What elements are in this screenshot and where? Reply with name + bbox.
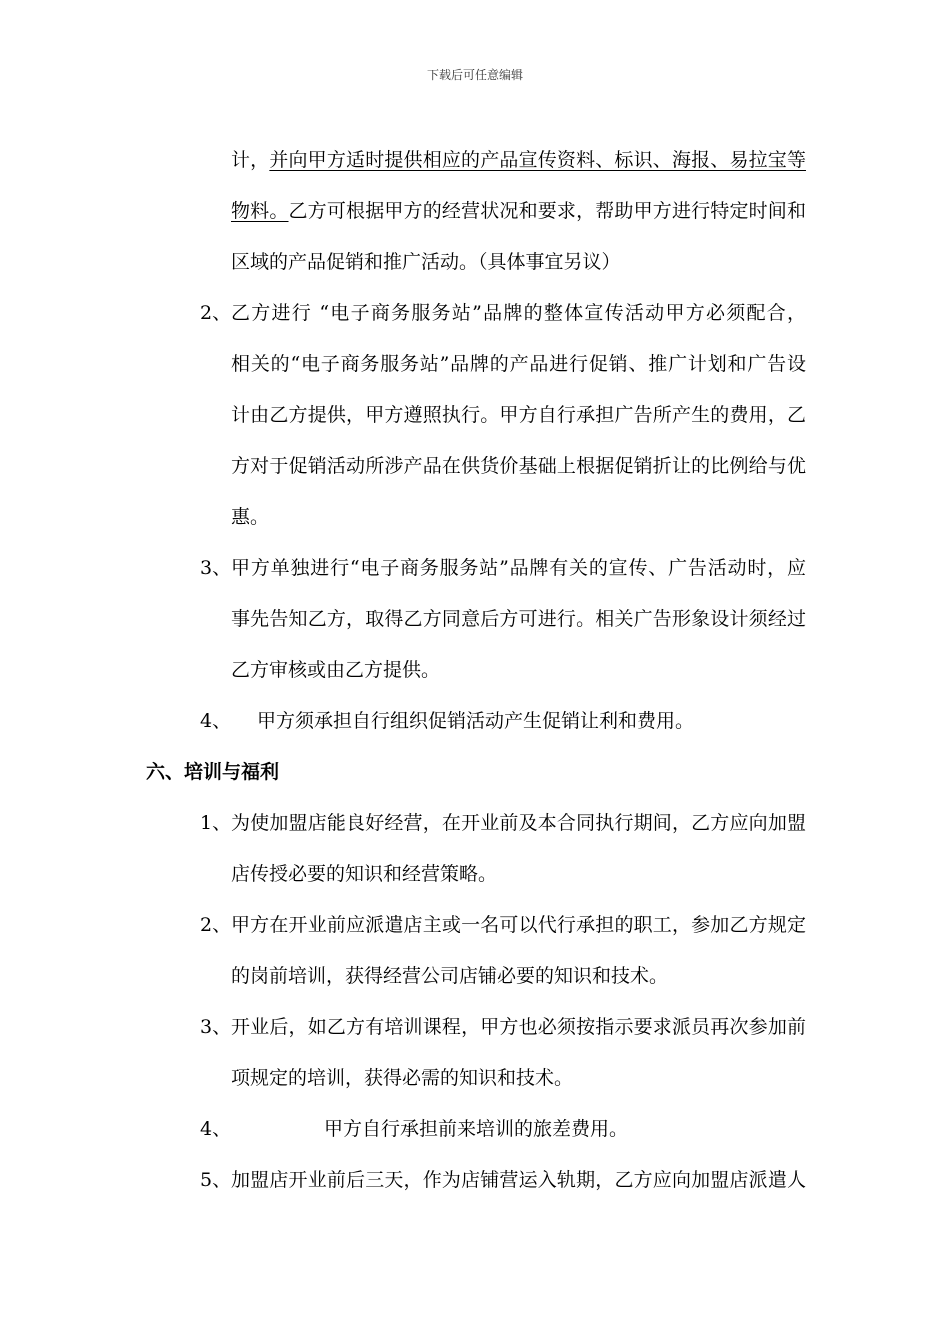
paragraph-line: 乙方审核或由乙方提供。 [231, 659, 441, 681]
paragraph-line [231, 148, 806, 172]
paragraph-line: 计由乙方提供，甲方遵照执行。甲方自行承担广告所产生的费用，乙 [231, 404, 806, 426]
paragraph-line: 甲方须承担自行组织促销活动产生促销让利和费用。 [257, 710, 695, 732]
paragraph-line: 乙方进行 “电子商务服务站”品牌的整体宣传活动甲方必须配合， [231, 302, 806, 324]
paragraph-line: 区域的产品促销和推广活动。（具体事宜另议） [231, 251, 621, 273]
item-number: 4、 [200, 710, 232, 732]
paragraph-line: 甲方自行承担前来培训的旅差费用。 [324, 1118, 629, 1140]
section-heading: 六、培训与福利 [146, 761, 280, 783]
item-number: 5、 [200, 1169, 232, 1191]
item-number: 1、 [200, 812, 232, 834]
page-header-note: 下载后可任意编辑 [426, 68, 523, 82]
paragraph-line: 为使加盟店能良好经营，在开业前及本合同执行期间，乙方应向加盟 [231, 812, 806, 834]
paragraph-line: 惠。 [231, 506, 270, 528]
item-number: 2、 [200, 302, 232, 324]
paragraph-line: 事先告知乙方，取得乙方同意后方可进行。相关广告形象设计须经过 [231, 608, 806, 630]
underlined-text: 并向甲方适时提供相应的产品宣传资料、标识、海报、易拉宝等 [269, 149, 806, 171]
paragraph-line: 的岗前培训，获得经营公司店铺必要的知识和技术。 [231, 965, 669, 987]
paragraph-line [231, 199, 806, 223]
item-number: 4、 [200, 1118, 232, 1140]
paragraph-line: 开业后，如乙方有培训课程，甲方也必须按指示要求派员再次参加前 [231, 1016, 806, 1038]
paragraph-line: 甲方在开业前应派遣店主或一名可以代行承担的职工，参加乙方规定 [231, 914, 806, 936]
item-number: 2、 [200, 914, 232, 936]
paragraph-line: 店传授必要的知识和经营策略。 [231, 863, 498, 885]
paragraph-line: 加盟店开业前后三天，作为店铺营运入轨期，乙方应向加盟店派遣人 [231, 1169, 806, 1191]
item-number: 3、 [200, 557, 232, 579]
paragraph-line: 相关的“电子商务服务站”品牌的产品进行促销、推广计划和广告设 [231, 353, 806, 375]
item-number: 3、 [200, 1016, 232, 1038]
text-run: 乙方可根据甲方的经营状况和要求，帮助甲方进行特定时间和 [288, 200, 806, 222]
paragraph-line: 甲方单独进行“电子商务服务站”品牌有关的宣传、广告活动时，应 [231, 557, 806, 579]
text-run: 计， [231, 149, 270, 171]
underlined-text: 物料。 [231, 200, 289, 222]
paragraph-line: 方对于促销活动所涉产品在供货价基础上根据促销折让的比例给与优 [231, 455, 806, 477]
paragraph-line: 项规定的培训，获得必需的知识和技术。 [231, 1067, 574, 1089]
